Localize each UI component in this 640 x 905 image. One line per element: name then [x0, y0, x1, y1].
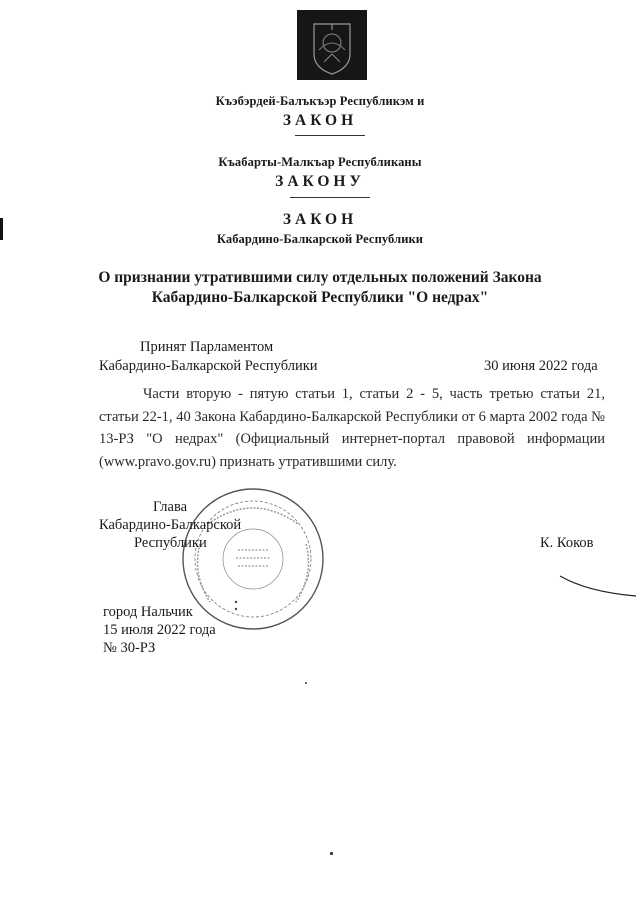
- signer-name: К. Коков: [540, 535, 594, 551]
- law-body-paragraph: Части вторую - пятую статьи 1, статьи 2 - 5, часть третью статьи 21, статьи 22-1, 40 Закона Кабардино-Балкарской Республики от 6 марта 2002 года № 13-РЗ "О недрах" (Официальный интернет-портал правовой информации (www.pravo.gov.ru) признать утратившими силу.: [99, 386, 605, 470]
- scan-edge-mark: [0, 218, 3, 240]
- kabardian-law-title: ЗАКОН: [282, 112, 358, 129]
- balkar-law-title: ЗАКОНУ: [275, 173, 365, 190]
- official-seal-icon: [178, 484, 328, 634]
- law-number: № 30-РЗ: [103, 640, 156, 656]
- kabardian-republic-name: Къэбэрдей-Балъкъэр Республикэм и: [215, 94, 425, 108]
- russian-law-title: ЗАКОН: [282, 211, 358, 228]
- law-title-line2: Кабардино-Балкарской Республики "О недрах": [151, 289, 489, 306]
- signatory-title-line1: Глава: [153, 499, 188, 515]
- issue-date: 15 июля 2022 года: [103, 622, 216, 638]
- balkar-republic-name: Къабарты-Малкъар Республиканы: [218, 155, 422, 169]
- law-title-line1: О признании утратившими силу отдельных положений Закона: [98, 269, 542, 286]
- issue-city: город Нальчик: [103, 604, 193, 620]
- underline: [290, 197, 370, 198]
- scan-speck: [330, 852, 333, 855]
- coat-of-arms-icon: [297, 10, 367, 80]
- adoption-line2: Кабардино-Балкарской Республики: [99, 358, 318, 374]
- signatory-title-line3: Республики: [134, 535, 207, 551]
- russian-republic-name: Кабардино-Балкарской Республики: [216, 232, 424, 246]
- underline: [295, 135, 365, 136]
- signature-stroke-icon: [558, 572, 638, 607]
- scan-speck: [305, 682, 307, 684]
- adoption-date: 30 июня 2022 года: [484, 358, 598, 374]
- signatory-title-line2: Кабардино-Балкарской: [99, 517, 242, 533]
- adoption-line1: Принят Парламентом: [140, 339, 274, 355]
